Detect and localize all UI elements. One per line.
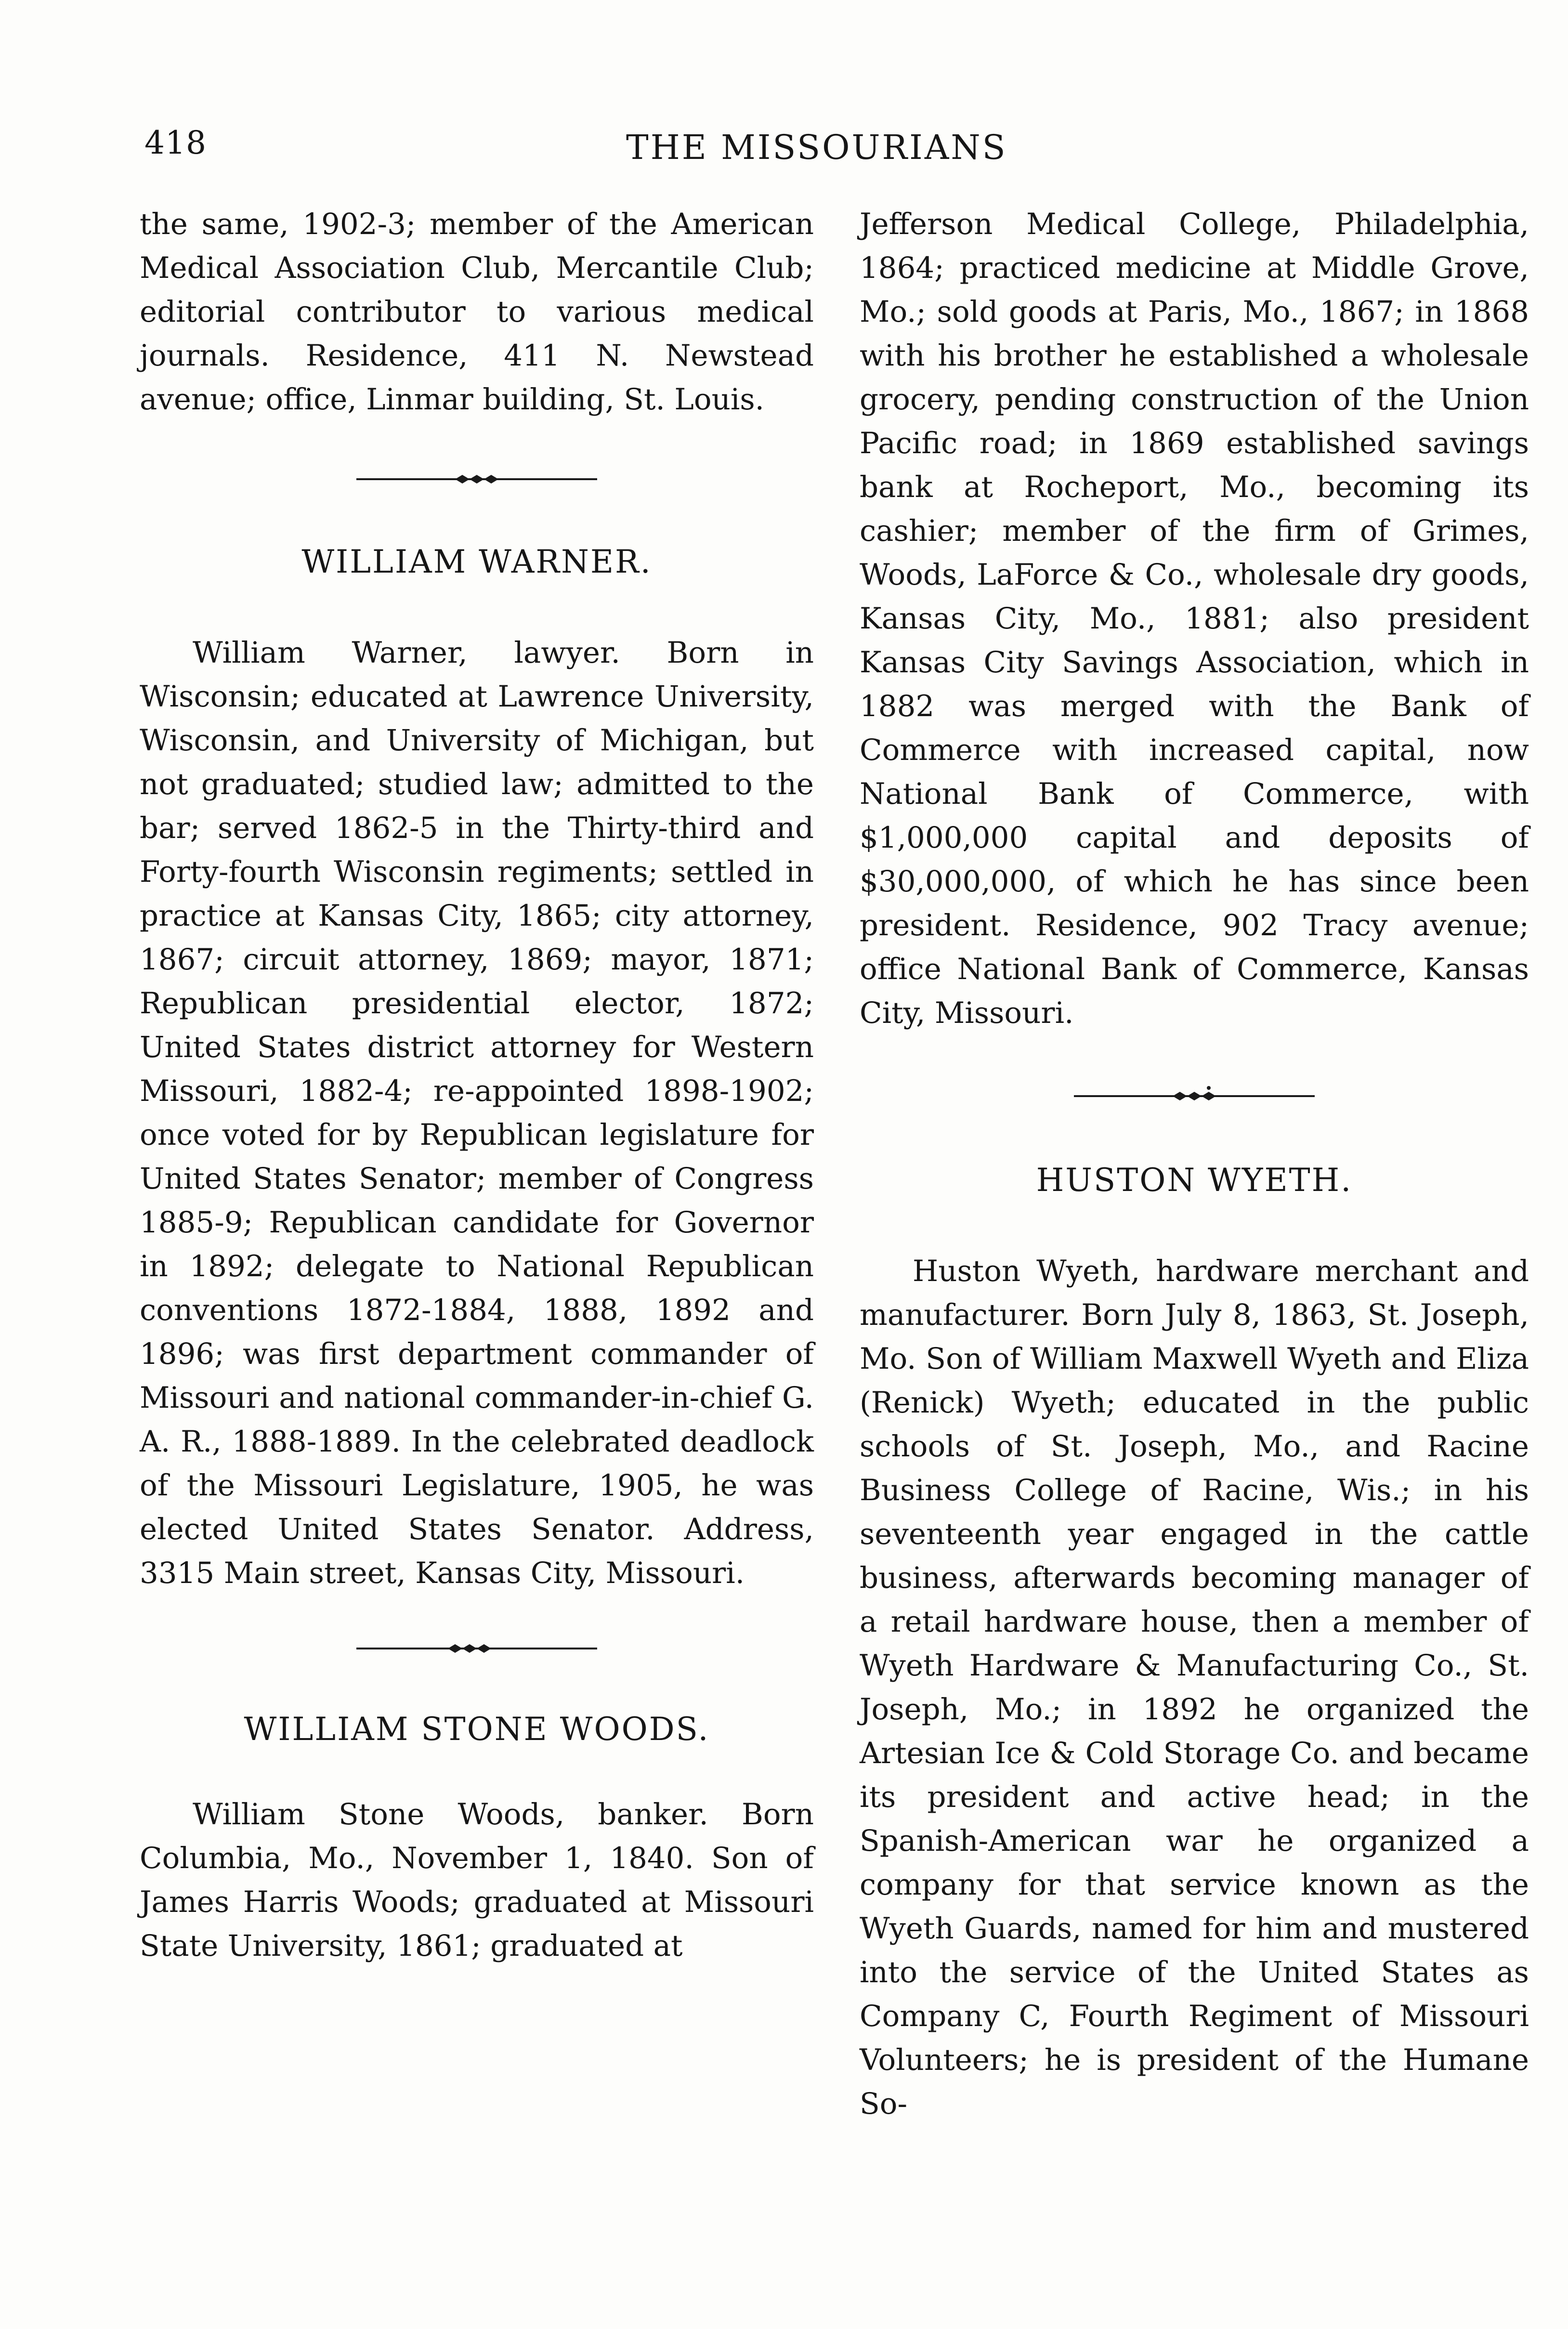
ornament-rule-icon bbox=[1074, 1086, 1315, 1105]
heading-huston-wyeth: HUSTON WYETH. bbox=[1036, 1162, 1353, 1199]
heading-william-warner: WILLIAM WARNER. bbox=[301, 543, 652, 580]
paragraph-william-warner: William Warner, lawyer. Born in Wisconsin; educated at Lawrence University, Wisconsin, and University of Michigan, but not graduated; studied law; admitted to the bar; served 1862-5 in the Thirty-third and Forty-fourth Wisconsin regiments; settled in practice at Kansas City, 1865; city attorney, 1867; circuit attorney, 1869; mayor, 1871; Republican presidential elector, 1872; United States district attorney for Western Missouri, 1882-4; re-appointed 1898-1902; once voted for by Republican legislature for United States Senator; member of Congress 1885-9; Republican candidate for Governor in 1892; delegate to National Republican conventions 1872-1884, 1888, 1892 and 1896; was first department commander of Missouri and national commander-in-chief G. A. R., 1888-1889. In the celebrated deadlock of the Missouri Legislature, 1905, he was elected United States Senator. Address, 3315 Main street, Kansas City, Missouri. bbox=[140, 636, 814, 1590]
ornament-rule-icon bbox=[356, 472, 597, 486]
continued-paragraph-woods: Jefferson Medical College, Philadelphia, 1864; practiced medicine at Middle Grove, Mo.; sold goods at Paris, Mo., 1867; in 1868 with his brother he established a wholesale grocery, pending construction of the Union Pacific road; in 1869 established savings bank at Rocheport, Mo., becoming its cashier; member of the firm of Grimes, Woods, LaForce & Co., wholesale dry goods, Kansas City, Mo., 1881; also president Kansas City Savings Association, which in 1882 was merged with the Bank of Commerce with increased capital, now National Bank of Commerce, with $1,000,000 capital and deposits of $30,000,000, of which he has since been president. Residence, 902 Tracy avenue; office National Bank of Commerce, Kansas City, Missouri. bbox=[860, 207, 1529, 1030]
section-divider bbox=[140, 1641, 814, 1656]
continued-paragraph: the same, 1902-3; member of the American Medical Association Club, Mercantile Club; editorial contributor to various medical journals. Residence, 411 N. Newstead avenue; office, Linmar building, St. Louis. bbox=[140, 207, 814, 417]
ornament-rule-icon bbox=[356, 1641, 597, 1656]
right-column bbox=[860, 202, 1529, 2126]
section-divider bbox=[860, 1086, 1529, 1105]
paragraph-william-stone-woods: William Stone Woods, banker. Born Columbia, Mo., November 1, 1840. Son of James Harris Woods; graduated at Missouri State University, 1861; graduated at bbox=[140, 1797, 814, 1963]
heading-william-stone-woods: WILLIAM STONE WOODS. bbox=[244, 1711, 710, 1748]
running-title: THE MISSOURIANS bbox=[626, 128, 1007, 167]
page-number: 418 bbox=[144, 124, 207, 161]
paragraph-huston-wyeth: Huston Wyeth, hardware merchant and manufacturer. Born July 8, 1863, St. Joseph, Mo. Son of William Maxwell Wyeth and Eliza (Renick) Wyeth; educated in the public schools of St. Joseph, Mo., and Racine Business College of Racine, Wis.; in his seventeenth year engaged in the cattle business, afterwards becoming manager of a retail hardware house, then a member of Wyeth Hardware & Manufacturing Co., St. Joseph, Mo.; in 1892 he organized the Artesian Ice & Cold Storage Co. and became its president and active head; in the Spanish-American war he organized a company for that service known as the Wyeth Guards, named for him and mustered into the service of the United States as Company C, Fourth Regiment of Missouri Volunteers; he is president of the Humane So- bbox=[860, 1254, 1529, 2121]
section-divider bbox=[140, 472, 814, 486]
left-column bbox=[140, 202, 814, 1968]
